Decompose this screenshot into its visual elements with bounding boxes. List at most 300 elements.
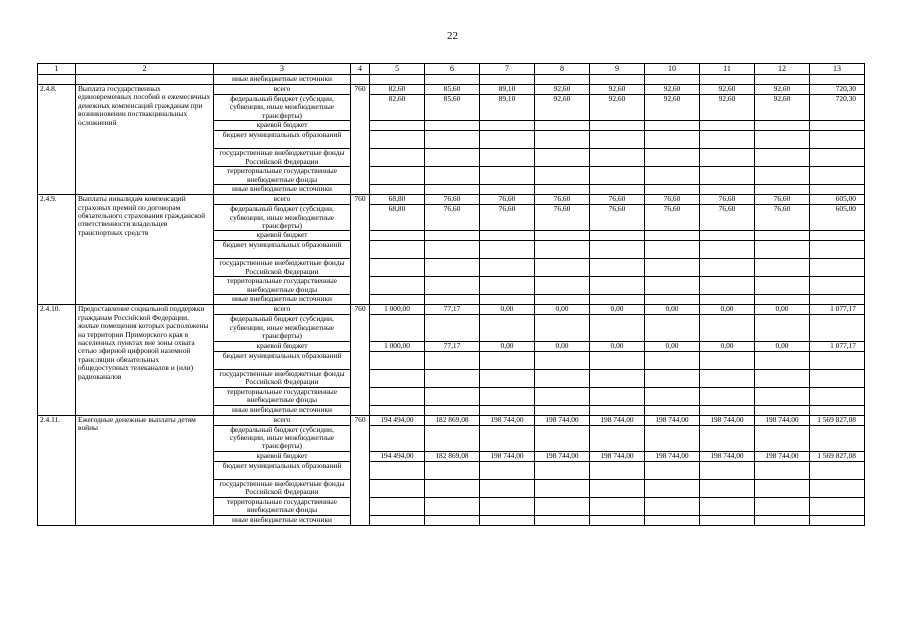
item-title: Предоставление социальной поддержки гражданам Российской Федерации, жилые помещения которых расположены на территории Приморского края в населенных пунктах вне зоны охвата сетью эфирной цифровой наземной трансляции обязательных общедоступных телеканалов и (или) радиоканалов — [76, 305, 214, 415]
value-cell — [645, 121, 700, 131]
value-cell: 0,00 — [535, 305, 590, 315]
value-cell: 89,10 — [480, 85, 535, 95]
value-cell: 92,60 — [535, 85, 590, 95]
value-cell: 194 494,00 — [370, 415, 425, 425]
value-cell — [755, 185, 810, 195]
value-cell — [480, 405, 535, 415]
value-cell — [425, 315, 480, 341]
value-cell — [480, 479, 535, 497]
column-header: 3 — [214, 64, 351, 75]
value-cell — [755, 515, 810, 525]
value-cell — [425, 259, 480, 277]
value-cell: 194 494,00 — [370, 451, 425, 461]
value-cell — [590, 479, 645, 497]
value-cell — [370, 315, 425, 341]
value-cell — [425, 425, 480, 451]
funding-source-label: иные внебюджетные источники — [214, 405, 351, 415]
value-cell: 76,60 — [480, 205, 535, 231]
value-cell — [700, 259, 755, 277]
value-cell — [755, 387, 810, 405]
value-cell — [590, 75, 645, 85]
column-header: 1 — [38, 64, 76, 75]
funding-source-label: территориальные государственные внебюджетные фонды — [214, 387, 351, 405]
value-cell — [370, 121, 425, 131]
value-cell: 76,60 — [425, 205, 480, 231]
value-cell — [425, 131, 480, 149]
column-header: 11 — [700, 64, 755, 75]
value-cell: 198 744,00 — [700, 451, 755, 461]
value-cell — [535, 461, 590, 479]
value-cell: 76,60 — [645, 195, 700, 205]
value-cell — [810, 277, 865, 295]
value-cell — [810, 351, 865, 369]
value-cell — [645, 185, 700, 195]
value-cell: 720,30 — [810, 95, 865, 121]
value-cell — [590, 295, 645, 305]
value-cell — [370, 497, 425, 515]
value-cell — [535, 131, 590, 149]
value-cell — [370, 387, 425, 405]
value-cell — [590, 185, 645, 195]
value-cell — [590, 315, 645, 341]
funding-source-label: краевой бюджет — [214, 121, 351, 131]
value-cell — [645, 259, 700, 277]
value-cell — [810, 241, 865, 259]
funding-source-label: федеральный бюджет (субсидии, субвенции, иные межбюджетные трансферты) — [214, 425, 351, 451]
value-cell: 76,60 — [700, 195, 755, 205]
value-cell: 76,60 — [425, 195, 480, 205]
value-cell — [535, 425, 590, 451]
value-cell: 198 744,00 — [700, 415, 755, 425]
value-cell — [535, 315, 590, 341]
value-cell — [700, 425, 755, 451]
funding-source-label: государственные внебюджетные фонды Российской Федерации — [214, 479, 351, 497]
value-cell — [370, 295, 425, 305]
value-cell — [425, 241, 480, 259]
source-cell: иные внебюджетные источники — [214, 75, 351, 85]
value-cell — [755, 425, 810, 451]
value-cell — [535, 75, 590, 85]
value-cell: 92,60 — [645, 85, 700, 95]
value-cell — [700, 387, 755, 405]
value-cell — [370, 479, 425, 497]
value-cell — [645, 131, 700, 149]
value-cell: 0,00 — [480, 305, 535, 315]
row-number-cell — [38, 75, 76, 85]
value-cell: 1 569 827,08 — [810, 451, 865, 461]
value-cell — [535, 277, 590, 295]
value-cell — [810, 515, 865, 525]
value-cell: 182 869,08 — [425, 451, 480, 461]
value-cell — [810, 369, 865, 387]
value-cell — [425, 121, 480, 131]
value-cell — [425, 461, 480, 479]
value-cell — [810, 425, 865, 451]
continuation-row — [38, 75, 865, 85]
value-cell: 0,00 — [700, 305, 755, 315]
value-cell — [480, 277, 535, 295]
value-cell — [755, 351, 810, 369]
column-header: 8 — [535, 64, 590, 75]
value-cell: 89,10 — [480, 95, 535, 121]
value-cell — [810, 149, 865, 167]
value-cell — [755, 315, 810, 341]
value-cell: 92,60 — [755, 95, 810, 121]
value-cell — [425, 369, 480, 387]
value-cell — [535, 231, 590, 241]
value-cell: 605,00 — [810, 195, 865, 205]
value-cell: 198 744,00 — [755, 451, 810, 461]
value-cell: 77,17 — [425, 341, 480, 351]
value-cell — [590, 277, 645, 295]
value-cell — [810, 131, 865, 149]
value-cell: 92,60 — [590, 95, 645, 121]
value-cell — [755, 295, 810, 305]
value-cell — [810, 405, 865, 415]
item-title: Ежегодные денежные выплаты детям войны — [76, 415, 214, 525]
value-cell — [645, 149, 700, 167]
funding-source-label: всего — [214, 195, 351, 205]
item-number: 2.4.10. — [38, 305, 76, 415]
value-cell — [700, 277, 755, 295]
value-cell — [480, 167, 535, 185]
value-cell — [645, 479, 700, 497]
value-cell — [645, 277, 700, 295]
value-cell — [590, 515, 645, 525]
value-cell — [425, 231, 480, 241]
funding-source-label: бюджет муниципальных образований — [214, 461, 351, 479]
value-cell — [425, 479, 480, 497]
value-cell — [755, 231, 810, 241]
column-header: 2 — [76, 64, 214, 75]
value-cell — [645, 351, 700, 369]
value-cell — [700, 369, 755, 387]
value-cell: 0,00 — [535, 341, 590, 351]
value-cell — [645, 315, 700, 341]
value-cell — [700, 121, 755, 131]
value-cell — [810, 231, 865, 241]
value-cell — [645, 387, 700, 405]
value-cell — [480, 231, 535, 241]
value-cell — [370, 277, 425, 295]
column-header: 4 — [351, 64, 370, 75]
item-title: Выплаты инвалидам компенсаций страховых премий по договорам обязательного страхования гражданской ответственности владельцев транспортных средств — [76, 195, 214, 305]
value-cell: 1 000,00 — [370, 305, 425, 315]
funding-source-label: государственные внебюджетные фонды Российской Федерации — [214, 369, 351, 387]
value-cell — [370, 185, 425, 195]
value-cell — [645, 241, 700, 259]
value-cell — [425, 387, 480, 405]
value-cell — [535, 167, 590, 185]
value-cell — [590, 149, 645, 167]
value-cell — [810, 295, 865, 305]
value-cell — [425, 185, 480, 195]
value-cell — [425, 277, 480, 295]
value-cell — [700, 295, 755, 305]
value-cell: 92,60 — [700, 85, 755, 95]
value-cell — [590, 259, 645, 277]
value-cell — [425, 515, 480, 525]
value-cell — [755, 479, 810, 497]
value-cell: 198 744,00 — [590, 451, 645, 461]
value-cell — [810, 497, 865, 515]
value-cell: 92,60 — [755, 85, 810, 95]
value-cell: 76,60 — [645, 205, 700, 231]
value-cell — [480, 425, 535, 451]
value-cell: 85,60 — [425, 85, 480, 95]
value-cell — [645, 461, 700, 479]
value-cell — [810, 259, 865, 277]
value-cell — [370, 149, 425, 167]
table-row — [38, 415, 865, 425]
value-cell — [590, 121, 645, 131]
item-title-cell — [76, 75, 214, 85]
value-cell: 1 000,00 — [370, 341, 425, 351]
value-cell — [370, 259, 425, 277]
value-cell — [700, 167, 755, 185]
funding-source-label: федеральный бюджет (субсидии, субвенции, иные межбюджетные трансферты) — [214, 315, 351, 341]
value-cell: 76,60 — [535, 195, 590, 205]
value-cell — [370, 131, 425, 149]
value-cell: 0,00 — [590, 305, 645, 315]
value-cell: 198 744,00 — [755, 415, 810, 425]
value-cell — [535, 185, 590, 195]
value-cell — [370, 231, 425, 241]
item-code: 760 — [351, 85, 370, 195]
value-cell — [535, 497, 590, 515]
column-header: 12 — [755, 64, 810, 75]
funding-source-label: бюджет муниципальных образований — [214, 241, 351, 259]
funding-source-label: государственные внебюджетные фонды Российской Федерации — [214, 149, 351, 167]
funding-source-label: бюджет муниципальных образований — [214, 131, 351, 149]
value-cell — [645, 75, 700, 85]
value-cell: 92,60 — [645, 95, 700, 121]
funding-source-label: всего — [214, 415, 351, 425]
value-cell — [700, 185, 755, 195]
funding-source-label: территориальные государственные внебюджетные фонды — [214, 497, 351, 515]
value-cell — [535, 351, 590, 369]
value-cell: 198 744,00 — [590, 415, 645, 425]
value-cell — [370, 425, 425, 451]
item-number: 2.4.8. — [38, 85, 76, 195]
value-cell — [480, 497, 535, 515]
value-cell — [700, 131, 755, 149]
value-cell — [480, 131, 535, 149]
value-cell — [700, 75, 755, 85]
item-code: 760 — [351, 195, 370, 305]
value-cell: 0,00 — [645, 341, 700, 351]
value-cell: 92,60 — [590, 85, 645, 95]
value-cell: 85,60 — [425, 95, 480, 121]
value-cell — [810, 387, 865, 405]
value-cell — [810, 167, 865, 185]
value-cell: 198 744,00 — [480, 451, 535, 461]
value-cell — [480, 185, 535, 195]
funding-source-label: государственные внебюджетные фонды Российской Федерации — [214, 259, 351, 277]
value-cell — [480, 75, 535, 85]
value-cell — [755, 369, 810, 387]
value-cell — [480, 369, 535, 387]
value-cell — [480, 295, 535, 305]
value-cell — [700, 231, 755, 241]
value-cell — [590, 461, 645, 479]
value-cell — [700, 315, 755, 341]
value-cell — [590, 241, 645, 259]
value-cell — [755, 277, 810, 295]
value-cell — [480, 149, 535, 167]
value-cell: 68,80 — [370, 205, 425, 231]
value-cell: 0,00 — [755, 305, 810, 315]
column-header: 9 — [590, 64, 645, 75]
value-cell — [590, 167, 645, 185]
funding-source-label: иные внебюджетные источники — [214, 295, 351, 305]
value-cell: 76,60 — [755, 195, 810, 205]
value-cell — [810, 315, 865, 341]
value-cell: 68,80 — [370, 195, 425, 205]
value-cell: 76,60 — [590, 195, 645, 205]
value-cell: 0,00 — [480, 341, 535, 351]
value-cell — [645, 497, 700, 515]
item-title: Выплата государственных единовременных пособий и ежемесячных денежных компенсаций гражданам при возникновении поствакцинальных осложнений — [76, 85, 214, 195]
value-cell — [535, 369, 590, 387]
value-cell — [700, 497, 755, 515]
value-cell: 82,60 — [370, 85, 425, 95]
value-cell — [755, 131, 810, 149]
column-header: 13 — [810, 64, 865, 75]
value-cell — [535, 405, 590, 415]
funding-source-label: федеральный бюджет (субсидии, субвенции, иные межбюджетные трансферты) — [214, 205, 351, 231]
funding-source-label: иные внебюджетные источники — [214, 515, 351, 525]
funding-source-label: всего — [214, 85, 351, 95]
value-cell — [700, 149, 755, 167]
value-cell — [370, 515, 425, 525]
value-cell: 1 077,17 — [810, 341, 865, 351]
value-cell — [425, 497, 480, 515]
value-cell — [700, 479, 755, 497]
funding-source-label: федеральный бюджет (субсидии, субвенции, иные межбюджетные трансферты) — [214, 95, 351, 121]
value-cell — [370, 405, 425, 415]
value-cell — [755, 259, 810, 277]
value-cell — [370, 75, 425, 85]
value-cell — [590, 405, 645, 415]
value-cell — [425, 295, 480, 305]
value-cell: 198 744,00 — [535, 415, 590, 425]
value-cell: 198 744,00 — [535, 451, 590, 461]
funding-source-label: краевой бюджет — [214, 451, 351, 461]
value-cell: 605,00 — [810, 205, 865, 231]
value-cell — [755, 121, 810, 131]
value-cell — [645, 515, 700, 525]
value-cell — [755, 75, 810, 85]
value-cell — [535, 479, 590, 497]
code-cell — [351, 75, 370, 85]
value-cell — [535, 259, 590, 277]
funding-source-label: территориальные государственные внебюджетные фонды — [214, 277, 351, 295]
value-cell — [370, 369, 425, 387]
funding-source-label: бюджет муниципальных образований — [214, 351, 351, 369]
value-cell — [700, 515, 755, 525]
value-cell — [755, 167, 810, 185]
column-header: 6 — [425, 64, 480, 75]
value-cell — [755, 461, 810, 479]
value-cell — [535, 121, 590, 131]
value-cell: 76,60 — [480, 195, 535, 205]
value-cell — [425, 167, 480, 185]
value-cell — [590, 231, 645, 241]
value-cell — [810, 479, 865, 497]
value-cell — [480, 121, 535, 131]
value-cell: 1 077,17 — [810, 305, 865, 315]
value-cell — [755, 241, 810, 259]
value-cell — [370, 167, 425, 185]
value-cell: 198 744,00 — [645, 415, 700, 425]
value-cell — [480, 241, 535, 259]
value-cell: 1 569 827,08 — [810, 415, 865, 425]
value-cell — [645, 231, 700, 241]
value-cell — [480, 259, 535, 277]
table-row — [38, 85, 865, 95]
value-cell: 720,30 — [810, 85, 865, 95]
value-cell — [700, 351, 755, 369]
value-cell — [590, 131, 645, 149]
value-cell: 92,60 — [535, 95, 590, 121]
item-code: 760 — [351, 305, 370, 415]
value-cell — [535, 295, 590, 305]
value-cell — [700, 405, 755, 415]
value-cell — [810, 121, 865, 131]
value-cell — [535, 241, 590, 259]
column-header: 10 — [645, 64, 700, 75]
value-cell: 0,00 — [755, 341, 810, 351]
value-cell: 198 744,00 — [480, 415, 535, 425]
value-cell — [535, 149, 590, 167]
value-cell — [645, 167, 700, 185]
value-cell — [425, 75, 480, 85]
value-cell: 76,60 — [700, 205, 755, 231]
value-cell: 76,60 — [535, 205, 590, 231]
value-cell: 182 869,08 — [425, 415, 480, 425]
item-number: 2.4.11. — [38, 415, 76, 525]
column-header: 7 — [480, 64, 535, 75]
value-cell — [755, 497, 810, 515]
value-cell — [535, 387, 590, 405]
funding-source-label: краевой бюджет — [214, 341, 351, 351]
funding-source-label: всего — [214, 305, 351, 315]
value-cell — [700, 241, 755, 259]
value-cell — [425, 351, 480, 369]
value-cell — [645, 369, 700, 387]
column-header: 5 — [370, 64, 425, 75]
value-cell — [810, 75, 865, 85]
value-cell — [480, 461, 535, 479]
item-code: 760 — [351, 415, 370, 525]
value-cell — [480, 387, 535, 405]
value-cell: 198 744,00 — [645, 451, 700, 461]
header-row — [38, 64, 865, 75]
value-cell — [590, 497, 645, 515]
value-cell — [590, 369, 645, 387]
value-cell — [425, 149, 480, 167]
value-cell — [370, 461, 425, 479]
value-cell — [755, 149, 810, 167]
value-cell — [480, 515, 535, 525]
value-cell — [480, 351, 535, 369]
value-cell: 76,60 — [755, 205, 810, 231]
value-cell — [700, 461, 755, 479]
value-cell — [425, 405, 480, 415]
funding-source-label: иные внебюджетные источники — [214, 185, 351, 195]
value-cell — [755, 405, 810, 415]
